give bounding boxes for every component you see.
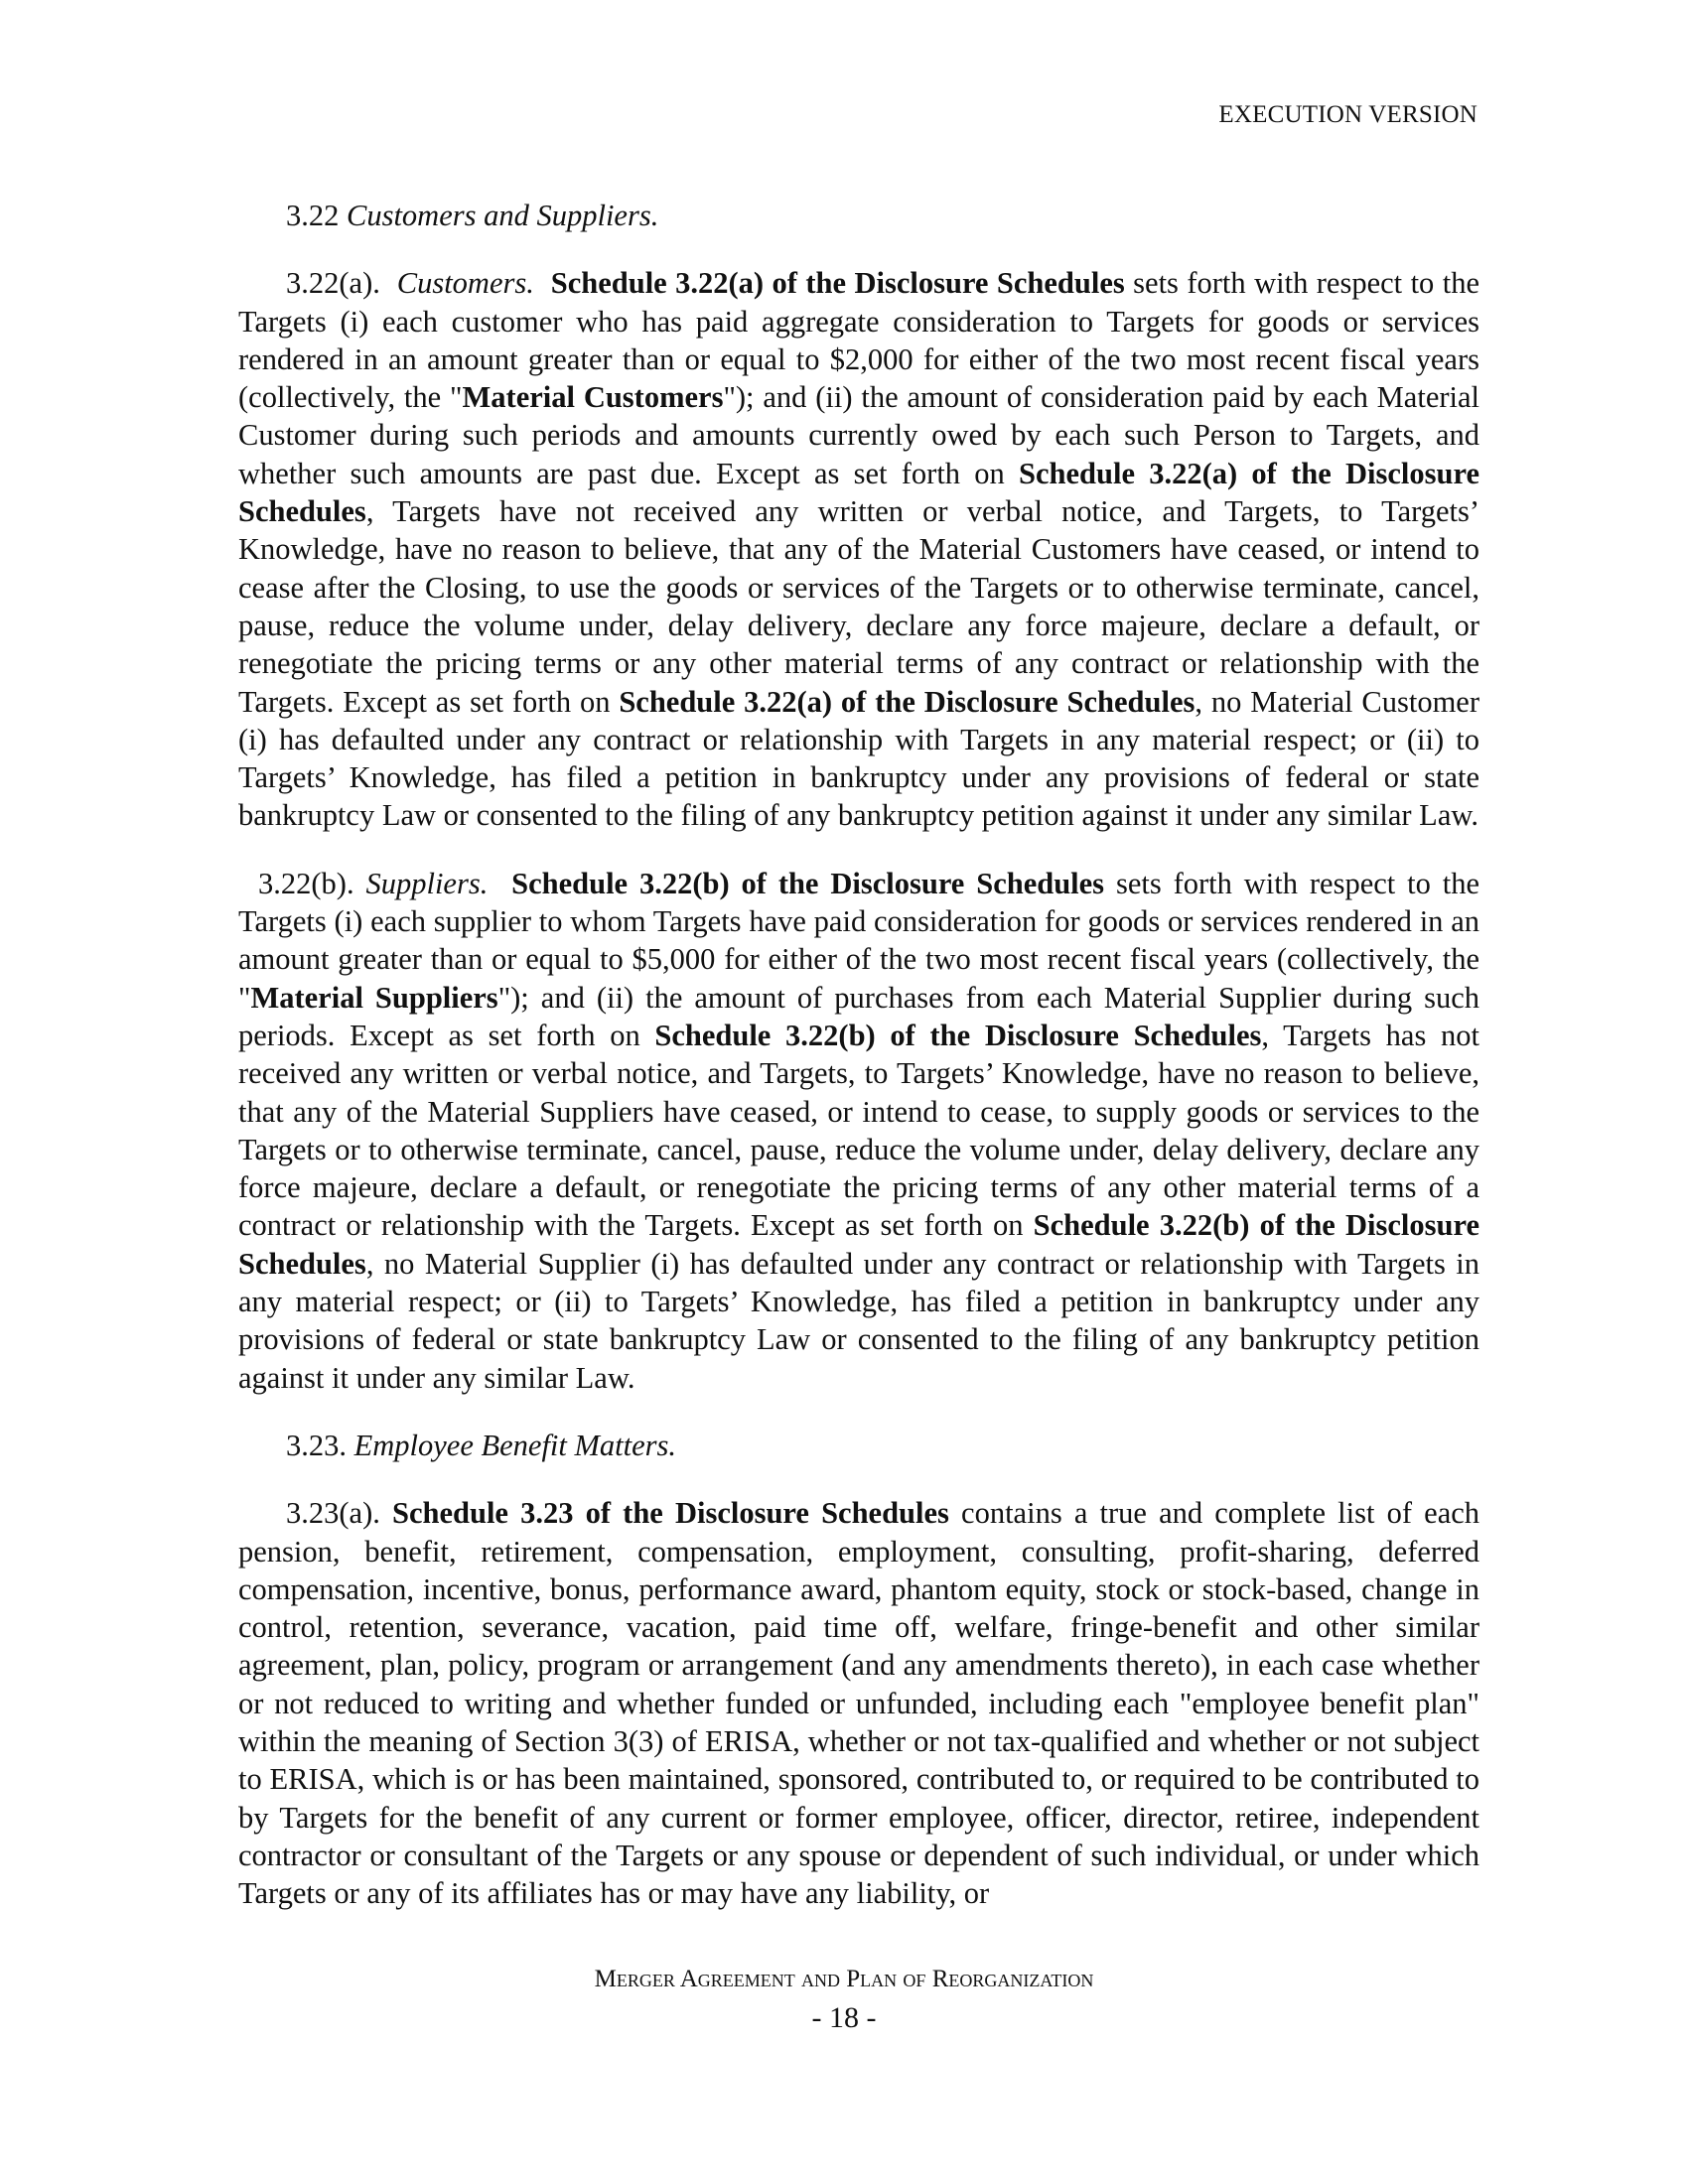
footer-document-title: Merger Agreement and Plan of Reorganization bbox=[594, 1966, 1094, 1992]
execution-version-label: EXECUTION VERSION bbox=[1218, 101, 1477, 128]
schedule-reference: Schedule 3.22(b) of the Disclosure Schedules bbox=[654, 1018, 1262, 1052]
section-number: 3.23. bbox=[286, 1428, 347, 1462]
paragraph-text: "); and (ii) the amount of consideration paid by each Material Customer during such periods and amounts currently owed by each such Person to Targets, and whether such amounts are past due. Except as set forth on bbox=[238, 380, 1479, 490]
paragraph-3-22-b bbox=[238, 865, 1479, 1397]
section-number: 3.22(b). bbox=[258, 866, 354, 900]
paragraph-text: contains a true and complete list of each pension, benefit, retirement, compensation, employment, consulting, profit-sharing, deferred compensation, incentive, bonus, performance award, phantom equity, stock or stock-based, change in control, retention, severance, vacation, paid time off, welfare, fringe-benefit and other similar agreement, plan, policy, program or arrangement (and any amendments thereto), in each case whether or not reduced to writing and whether funded or unfunded, including each "employee benefit plan" within the meaning of Section 3(3) of ERISA, whether or not tax-qualified and whether or not subject to ERISA, which is or has been maintained, sponsored, contributed to, or required to be contributed to by Targets for the benefit of any current or former employee, officer, director, retiree, independent contractor or consultant of the Targets or any spouse or dependent of such individual, or under which Targets or any of its affiliates has or may have any liability, or bbox=[238, 1496, 1480, 1911]
section-title: Customers and Suppliers. bbox=[347, 199, 659, 232]
paragraph-3-22-a bbox=[238, 264, 1479, 834]
section-title: Suppliers. bbox=[365, 866, 489, 900]
paragraph-3-23-a bbox=[238, 1494, 1479, 1912]
section-title: Employee Benefit Matters. bbox=[353, 1428, 677, 1462]
paragraph-text: , Targets have not received any written or verbal notice, and Targets, to Targets’ Knowledge, have no reason to believe, that any of the Material Customers have ceased, or intend to cease after the Closing, to use the goods or services of the Targets or to otherwise terminate, cancel, pause, reduce the volume under, delay delivery, declare any force majeure, declare a default, or renegotiate the pricing terms or any other material terms of any contract or relationship with the Targets. Except as set forth on bbox=[238, 494, 1479, 719]
section-number: 3.22(a). bbox=[286, 266, 380, 301]
section-heading-3-23 bbox=[238, 1427, 1479, 1464]
schedule-reference: Schedule 3.23 of the Disclosure Schedules bbox=[392, 1496, 949, 1531]
schedule-reference: Schedule 3.22(b) of the Disclosure Schedules bbox=[238, 1208, 1479, 1281]
section-number: 3.23(a). bbox=[286, 1496, 380, 1531]
schedule-reference: Schedule 3.22(a) of the Disclosure Schedules bbox=[550, 266, 1125, 301]
paragraph-text: sets forth with respect to the Targets (i) each supplier to whom Targets have paid consideration for goods or services rendered in an amount greater than or equal to $5,000 for either of the two most recent fiscal years (collectively, the " bbox=[238, 866, 1480, 1015]
paragraph-text: , no Material Supplier (i) has defaulted under any contract or relationship with Targets in any material respect; or (ii) to Targets’ Knowledge, has filed a petition in bankruptcy under any provisions of federal or state bankruptcy Law or consented to the filing of any bankruptcy petition against it under any similar Law. bbox=[238, 1246, 1479, 1395]
defined-term: Material Customers bbox=[462, 380, 724, 415]
paragraph-text: sets forth with respect to the Targets (i) each customer who has paid aggregate consideration to Targets for goods or services rendered in an amount greater than or equal to $2,000 for either of the two most recent fiscal years (collectively, the " bbox=[238, 266, 1480, 415]
schedule-reference: Schedule 3.22(b) of the Disclosure Schedules bbox=[511, 866, 1105, 900]
defined-term: Material Suppliers bbox=[250, 980, 498, 1015]
section-heading-3-22 bbox=[238, 197, 1479, 234]
paragraph-text: , no Material Customer (i) has defaulted under any contract or relationship with Targets in any material respect; or (ii) to Targets’ Knowledge, has filed a petition in bankruptcy under any provisions of federal or state bankruptcy Law or consented to the filing of any bankruptcy petition against it under any similar Law. bbox=[238, 684, 1479, 833]
paragraph-text: , Targets has not received any written or verbal notice, and Targets, to Targets’ Knowledge, have no reason to believe, that any of the Material Suppliers have ceased, or intend to cease, to supply goods or services to the Targets or to otherwise terminate, cancel, pause, reduce the volume under, delay delivery, declare any force majeure, declare a default, or renegotiate the pricing terms of any other material terms of a contract or relationship with the Targets. Except as set forth on bbox=[238, 1018, 1479, 1243]
section-title: Customers. bbox=[396, 266, 534, 301]
schedule-reference: Schedule 3.22(a) of the Disclosure Schedules bbox=[238, 456, 1479, 529]
page-number: - 18 - bbox=[811, 2001, 877, 2034]
section-number: 3.22 bbox=[286, 199, 340, 232]
paragraph-text: "); and (ii) the amount of purchases from each Material Supplier during such periods. Except as set forth on bbox=[238, 980, 1479, 1052]
document-body bbox=[238, 197, 1479, 1912]
schedule-reference: Schedule 3.22(a) of the Disclosure Schedules bbox=[619, 684, 1196, 719]
